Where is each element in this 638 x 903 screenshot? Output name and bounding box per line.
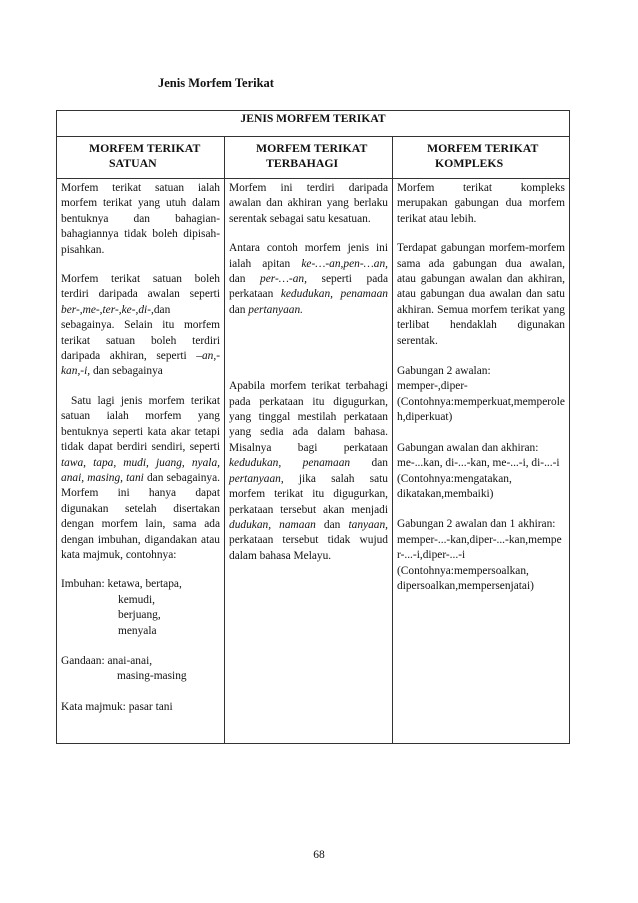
paragraph: Morfem ini terdiri daripada awalan dan akhiran yang berlaku serentak sebagai satu kesatuan. (229, 182, 388, 225)
cell-terbahagi (225, 179, 393, 744)
paragraph: Satu lagi jenis morfem terikat satuan ialah morfem yang bentuknya seperti kata akar tetapi tidak dapat berdiri sendiri, seperti tawa, tapa, mudi, juang, nyala, anai, masing, tani dan sebagainya. Morfem ini hanya dapat digunakan setelah disertakan dengan morfem lain, sama ada dengan imbuhan, digandakan atau kata majmuk, contohnya: (61, 394, 220, 561)
example-gandaan: Gandaan: anai-anai, masing-masing (61, 654, 187, 683)
paragraph: Terdapat gabungan morfem-morfem sama ada gabungan dua awalan, atau gabungan awalan dan akhiran, atau gabungan dua awalan dan satu akhiran. Semua morfem terikat yang terlibat hendaklah digunakan serentak. (397, 242, 565, 347)
cell-kompleks (393, 179, 570, 744)
gabungan-group: Gabungan 2 awalan: memper-,diper- (Contohnya:memperkuat,memperoleh,diperkuat) (397, 365, 565, 424)
gabungan-group: Gabungan awalan dan akhiran: me-...kan, di-...-kan, me-...-i, di-...-i (Contohnya:mengatakan, dikatakan,membaiki) (397, 441, 560, 500)
paragraph: Morfem terikat kompleks merupakan gabungan dua morfem terikat atau lebih. (397, 182, 565, 225)
paragraph: Morfem terikat satuan boleh terdiri daripada awalan seperti ber-,me-,ter-,ke-,di-,dan sebagainya. Selain itu morfem terikat satuan boleh terdiri daripada akhiran, seperti –an,-kan,-i, dan sebagainya (61, 273, 220, 378)
morfem-table (56, 110, 570, 744)
table-main-header: JENIS MORFEM TERIKAT (57, 111, 570, 137)
example-imbuhan: Imbuhan: ketawa, bertapa, kemudi, berjuang, menyala (61, 578, 182, 637)
example-majmuk: Kata majmuk: pasar tani (61, 700, 173, 713)
column-header-terbahagi: MORFEM TERIKAT TERBAHAGI (225, 137, 393, 179)
column-header-kompleks: MORFEM TERIKAT KOMPLEKS (393, 137, 570, 179)
paragraph: Apabila morfem terikat terbahagi pada perkataan itu digugurkan, yang tinggal mestilah perkataan yang sedia ada dalam bahasa. Misalnya bagi perkataan kedudukan, penamaan dan pertanyaan, jika salah satu morfem terikat itu digugurkan, perkataan tersebut akan menjadi dudukan, namaan dan tanyaan, perkataan tersebut tidak wujud dalam bahasa Melayu. (229, 380, 388, 562)
page-number: 68 (313, 849, 325, 861)
column-header-satuan: MORFEM TERIKAT SATUAN (57, 137, 225, 179)
paragraph: Morfem terikat satuan ialah morfem terikat yang utuh dalam bentuknya dan bahagian-bahagiannya tidak boleh dipisah-pisahkan. (61, 182, 220, 256)
cell-satuan (57, 179, 225, 744)
paragraph: Antara contoh morfem jenis ini ialah apitan ke-…-an,pen-…an, dan per-…-an, seperti pada perkataan kedudukan, penamaan dan pertanyaan. (229, 242, 389, 316)
gabungan-group: Gabungan 2 awalan dan 1 akhiran: memper-...-kan,diper-...-kan,memper-...-i,diper-...-i (Contohnya:mempersoalkan, dipersoalkan,mempersenjatai) (397, 518, 562, 592)
page-title: Jenis Morfem Terikat (158, 76, 274, 90)
